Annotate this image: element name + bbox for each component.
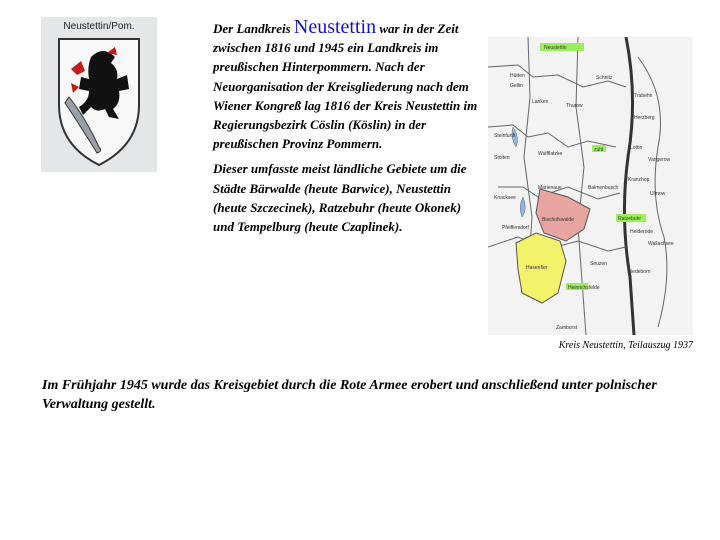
intro-paragraph-1: [213, 18, 483, 153]
map-label-steinfurth: Steinfurth: [494, 133, 516, 139]
map-label-marienaue: Marienaue: [538, 185, 562, 191]
coat-of-arms-icon: [41, 17, 157, 172]
map-label-zamborst: Zamborst: [556, 325, 578, 331]
map-label-seuzen: Seuzen: [590, 261, 607, 267]
map-label-huetten: Hütten: [510, 73, 525, 79]
map-label-wallachsee: Wallachsee: [648, 241, 674, 247]
map-label-balmenbusch: Balmenbusch: [588, 185, 619, 191]
map-label-knacksee: Knacksee: [494, 195, 516, 201]
map-label-wulfflatzke: Wulfflatzke: [538, 151, 563, 157]
map-label-vangerow: Vangerow: [648, 157, 671, 163]
map-label-fiedeborn: Fiedeborn: [628, 269, 651, 275]
map-caption: Kreis Neustettin, Teilauszug 1937: [558, 340, 693, 351]
intro-paragraph-2: Dieser umfasste meist ländliche Gebiete um die Städte Bärwalde (heute Barwice), Neustettin (heute Szczecinek), Ratzebuhr (heute Okonek) und Tempelburg (heute Czaplinek).: [213, 161, 467, 235]
map-label-pfeiffersdorf: Pfeiffersdorf: [502, 225, 529, 231]
map-drawing: [488, 37, 693, 335]
map-label-schnitz: Schnitz: [596, 75, 613, 81]
intro-p1-after: war in der Zeit zwischen 1816 und 1945 ein Landkreis im preußischen Hinterpommern. Nach der Neuorganisation der Kreisgliederung nach dem Wiener Kongreß lag 1816 der Kreis Neustettin im Regierungsbezirk Cöslin (Köslin) in der preußischen Provinz Pommern.: [213, 21, 478, 152]
footer-text: Im Frühjahr 1945 wurde das Kreisgebiet durch die Rote Armee erobert und anschließend unter polnischer Verwaltung gestellt.: [42, 378, 657, 412]
map-label-thurow: Thurow: [566, 103, 583, 109]
map-label-gellin: Gellin: [510, 83, 523, 89]
intro-text: [213, 18, 483, 242]
map-label-kranzhop: Kranzhop: [628, 177, 650, 183]
map-label-trabehn: Trabehn: [634, 93, 653, 99]
map-label-zuehlen: zühl: [594, 147, 604, 153]
neustettin-highlight: Neustettin: [293, 16, 377, 38]
district-map: [488, 37, 693, 335]
crest-label: Neustettin/Pom.: [63, 21, 135, 32]
coat-of-arms: [41, 17, 157, 172]
map-label-bischofswalde: Bischofswalde: [542, 217, 574, 223]
map-label-ratzebuhr: Ratzebuhr: [618, 216, 642, 222]
map-label-heiderode: Heiderode: [630, 229, 654, 235]
map-label-lanken: Lanken: [532, 99, 549, 105]
intro-p1-before: Der Landkreis: [213, 21, 294, 36]
map-label-stoelten: Stölten: [494, 155, 510, 161]
map-label-ulmow: Ulmow: [650, 191, 666, 197]
map-label-lottin: Lottin: [630, 145, 643, 151]
map-label-herzberg: Herzberg: [634, 115, 655, 121]
map-label-hasenfier: Hasenfier: [526, 265, 548, 271]
map-label-heinrichsfelde: Heinrichsfelde: [568, 285, 600, 291]
map-label-neustettin: Neustettin: [544, 45, 567, 51]
